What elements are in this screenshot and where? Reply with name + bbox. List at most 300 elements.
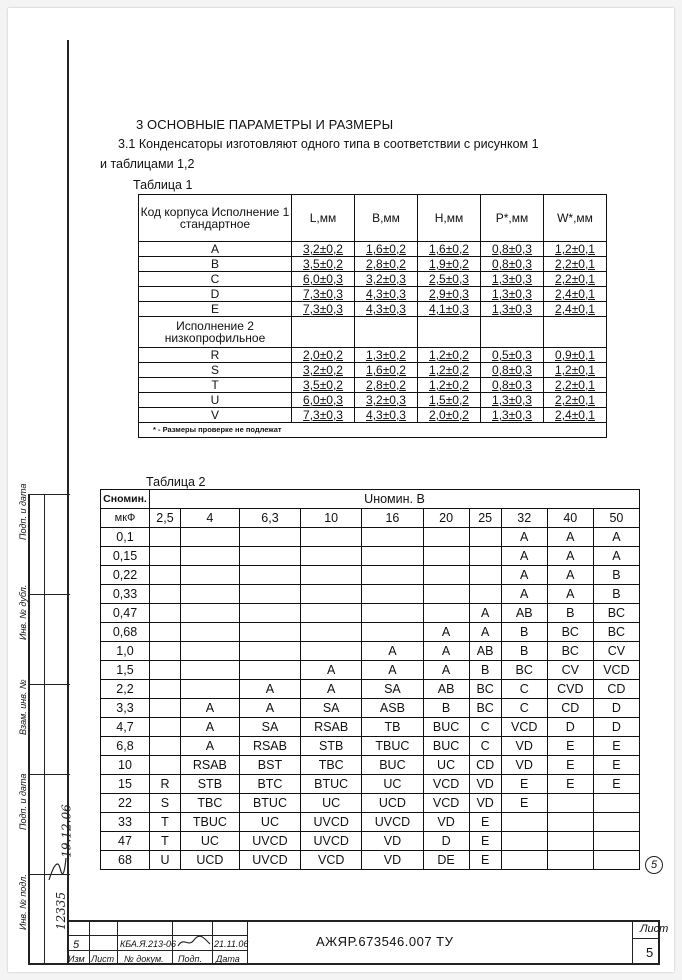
table2-case-cell: SA: [362, 680, 423, 699]
table2-capacitance-cell: 22: [101, 794, 150, 813]
table2-capacitance-cell: 1,5: [101, 661, 150, 680]
table2-capacitance-cell: 0,1: [101, 528, 150, 547]
table2-case-cell: E: [469, 851, 501, 870]
table2-case-cell: VD: [362, 851, 423, 870]
table1-dim-cell: 3,2±0,2: [292, 363, 355, 378]
table2-case-cell: ASB: [362, 699, 423, 718]
table1-group2-label-row: [139, 317, 607, 348]
table2-case-cell: BC: [547, 623, 593, 642]
table2-case-cell: D: [593, 699, 639, 718]
table2-case-cell: [180, 547, 239, 566]
table1-case-code: C: [139, 272, 292, 287]
table2-case-cell: [180, 623, 239, 642]
table2-row: [101, 718, 640, 737]
table2-case-cell: [301, 642, 362, 661]
table2-case-cell: E: [501, 794, 547, 813]
table2-case-cell: TB: [362, 718, 423, 737]
table2-case-cell: A: [423, 661, 469, 680]
table2-capacitance-cell: 4,7: [101, 718, 150, 737]
table2-case-cell: [150, 566, 181, 585]
table1-dim-cell: 1,3±0,3: [481, 302, 544, 317]
table2-case-cell: A: [593, 528, 639, 547]
table2-case-cell: [469, 528, 501, 547]
table2-case-cell: UC: [301, 794, 362, 813]
table2-case-cell: C: [501, 699, 547, 718]
table1-dim-cell: 6,0±0,3: [292, 272, 355, 287]
table2-corner-unit: мкФ: [101, 509, 150, 528]
table2-case-cell: E: [547, 756, 593, 775]
table2-case-cell: [593, 851, 639, 870]
table2-case-cell: [301, 528, 362, 547]
table1-dim-cell: 2,2±0,1: [544, 393, 607, 408]
table2-case-cell: [301, 623, 362, 642]
table2-row: [101, 775, 640, 794]
table1-dim-cell: 3,5±0,2: [292, 378, 355, 393]
table2-case-cell: CD: [593, 680, 639, 699]
table1-case-code: E: [139, 302, 292, 317]
table2-case-cell: VCD: [593, 661, 639, 680]
table2-capacitance-cell: 10: [101, 756, 150, 775]
table2-case-cell: CV: [593, 642, 639, 661]
table1-dim-cell: 2,4±0,1: [544, 408, 607, 423]
table1-header-row: [139, 195, 607, 242]
table2-case-cell: [150, 547, 181, 566]
table1-dim-cell: 1,6±0,2: [355, 242, 418, 257]
table2-case-cell: A: [362, 642, 423, 661]
table1-group2-label: Исполнение 2 низкопрофильное: [139, 317, 292, 348]
table2-case-cell: TBUC: [362, 737, 423, 756]
table2-case-cell: VD: [423, 813, 469, 832]
table1-dim-cell: 3,2±0,3: [355, 393, 418, 408]
table2-header-row-1: [101, 490, 640, 509]
sheet-number: 5: [646, 945, 654, 960]
side-handwritten-inv: 12335: [54, 891, 69, 931]
table2-case-cell: T: [150, 813, 181, 832]
table1-dim-cell: 2,4±0,1: [544, 302, 607, 317]
table2-case-cell: [469, 585, 501, 604]
table2-voltage-cell: 6,3: [239, 509, 300, 528]
table2: [100, 489, 640, 870]
tb-rev-date: 21.11.06: [214, 939, 249, 949]
table1-case-code: A: [139, 242, 292, 257]
table2-case-cell: A: [362, 661, 423, 680]
table2-case-cell: [469, 566, 501, 585]
table2-case-cell: B: [501, 642, 547, 661]
table2-case-cell: [362, 547, 423, 566]
table2-case-cell: [180, 661, 239, 680]
table2-capacitance-cell: 6,8: [101, 737, 150, 756]
table1-dim-cell: 6,0±0,3: [292, 393, 355, 408]
tb-col-date: Дата: [216, 954, 240, 964]
table1-dim-cell: 1,9±0,2: [418, 257, 481, 272]
table2-row: [101, 699, 640, 718]
table2-case-cell: T: [150, 832, 181, 851]
table2-case-cell: A: [501, 566, 547, 585]
paragraph-line-2: и таблицами 1,2: [100, 157, 195, 171]
table2-case-cell: A: [501, 547, 547, 566]
table2-capacitance-cell: 0,15: [101, 547, 150, 566]
table2-case-cell: [239, 623, 300, 642]
table2-case-cell: B: [547, 604, 593, 623]
table2-case-cell: [239, 642, 300, 661]
table2-case-cell: [423, 566, 469, 585]
table2-case-cell: CD: [547, 699, 593, 718]
table2-case-cell: BTC: [239, 775, 300, 794]
table2-row: [101, 547, 640, 566]
table2-case-cell: VD: [469, 775, 501, 794]
table2-case-cell: SA: [301, 699, 362, 718]
side-handwritten-date: 19.12.06: [59, 804, 74, 858]
table2-capacitance-cell: 0,68: [101, 623, 150, 642]
table2-capacitance-cell: 15: [101, 775, 150, 794]
table2-voltage-header: Uномин. В: [150, 490, 640, 509]
table2-case-cell: UC: [239, 813, 300, 832]
table2-case-cell: [547, 813, 593, 832]
table2-case-cell: VD: [501, 756, 547, 775]
table2-case-cell: BC: [593, 623, 639, 642]
tb-col-list: Лист: [91, 954, 115, 964]
table2-case-cell: A: [301, 661, 362, 680]
table2-case-cell: [423, 528, 469, 547]
table2-case-cell: A: [180, 699, 239, 718]
table2-case-cell: BC: [469, 699, 501, 718]
table2-voltage-cell: 25: [469, 509, 501, 528]
table2-case-cell: [239, 528, 300, 547]
side-label-orig-inv: [18, 908, 28, 930]
sheet-label: Лист: [640, 923, 669, 935]
table2-case-cell: A: [547, 528, 593, 547]
table2-case-cell: STB: [180, 775, 239, 794]
table2-voltage-cell: 40: [547, 509, 593, 528]
table2-case-cell: A: [301, 680, 362, 699]
table2-capacitance-cell: 0,33: [101, 585, 150, 604]
table2-capacitance-cell: 0,47: [101, 604, 150, 623]
table2-case-cell: A: [423, 623, 469, 642]
table2-row: [101, 623, 640, 642]
table2-case-cell: A: [180, 737, 239, 756]
table2-case-cell: [150, 680, 181, 699]
table1-dim-cell: 7,3±0,3: [292, 408, 355, 423]
table2-case-cell: [150, 718, 181, 737]
table1-dim-cell: 4,3±0,3: [355, 408, 418, 423]
table2-case-cell: [423, 547, 469, 566]
table1-dim-cell: 4,3±0,3: [355, 287, 418, 302]
table2-case-cell: UC: [423, 756, 469, 775]
table2-case-cell: AB: [469, 642, 501, 661]
table2-row: [101, 756, 640, 775]
table2-case-cell: S: [150, 794, 181, 813]
table2-case-cell: A: [501, 528, 547, 547]
table2-case-cell: [301, 566, 362, 585]
table1-row: [139, 287, 607, 302]
table1-row: [139, 378, 607, 393]
table1-dim-cell: 4,1±0,3: [418, 302, 481, 317]
table2-case-cell: VCD: [423, 775, 469, 794]
table2-case-cell: [501, 813, 547, 832]
table2-caption: Таблица 2: [146, 475, 206, 489]
table2-case-cell: DE: [423, 851, 469, 870]
table2-case-cell: [150, 661, 181, 680]
table2-row: [101, 604, 640, 623]
table2-case-cell: VCD: [301, 851, 362, 870]
table2-case-cell: UVCD: [301, 813, 362, 832]
table2-case-cell: B: [469, 661, 501, 680]
table2-case-cell: E: [547, 775, 593, 794]
table2-case-cell: [301, 585, 362, 604]
table1-dim-cell: 1,2±0,2: [418, 348, 481, 363]
table1: [138, 194, 607, 438]
table1-dim-cell: 2,5±0,3: [418, 272, 481, 287]
table2-case-cell: [501, 851, 547, 870]
table2-case-cell: [362, 566, 423, 585]
table2-case-cell: B: [501, 623, 547, 642]
table2-voltage-cell: 50: [593, 509, 639, 528]
table2-case-cell: D: [593, 718, 639, 737]
table2-case-cell: AB: [423, 680, 469, 699]
table1-row: [139, 408, 607, 423]
table2-case-cell: [362, 528, 423, 547]
table2-case-cell: [150, 737, 181, 756]
table1-case-code: D: [139, 287, 292, 302]
table1-header-cell: H,мм: [418, 195, 481, 242]
table2-case-cell: [362, 604, 423, 623]
table1-row: [139, 242, 607, 257]
table2-case-cell: [423, 585, 469, 604]
table1-group2: [139, 348, 607, 423]
paragraph-line-1: 3.1 Конденсаторы изготовляют одного типа в соответствии с рисунком 1: [118, 137, 539, 151]
table2-row: [101, 851, 640, 870]
table2-case-cell: [547, 851, 593, 870]
table2-case-cell: [150, 642, 181, 661]
table2-case-cell: A: [469, 604, 501, 623]
table1-dim-cell: 7,3±0,3: [292, 287, 355, 302]
table2-case-cell: UC: [180, 832, 239, 851]
table2-case-cell: [180, 585, 239, 604]
table1-case-code: S: [139, 363, 292, 378]
table2-case-cell: CD: [469, 756, 501, 775]
table2-case-cell: C: [469, 737, 501, 756]
table2-case-cell: [180, 680, 239, 699]
table2-case-cell: E: [547, 737, 593, 756]
table2-case-cell: [239, 661, 300, 680]
table2-case-cell: [180, 604, 239, 623]
table2-case-cell: [593, 813, 639, 832]
table2-case-cell: VCD: [423, 794, 469, 813]
tb-rev-izm: 5: [73, 939, 80, 951]
table2-case-cell: D: [423, 832, 469, 851]
table2-case-cell: [547, 832, 593, 851]
table2-case-cell: A: [239, 699, 300, 718]
table1-dim-cell: 2,8±0,2: [355, 257, 418, 272]
table2-case-cell: B: [593, 585, 639, 604]
table1-case-code: U: [139, 393, 292, 408]
table2-voltage-cell: 20: [423, 509, 469, 528]
table2-body: [101, 528, 640, 870]
table1-dim-cell: 3,2±0,2: [292, 242, 355, 257]
table2-case-cell: CVD: [547, 680, 593, 699]
table1-dim-cell: 1,2±0,1: [544, 363, 607, 378]
table2-case-cell: UCD: [362, 794, 423, 813]
side-label-sign-date-1: [18, 518, 28, 540]
table2-case-cell: C: [469, 718, 501, 737]
table1-dim-cell: 2,4±0,1: [544, 287, 607, 302]
table2-case-cell: [593, 832, 639, 851]
table2-case-cell: A: [180, 718, 239, 737]
table2-voltage-cell: 10: [301, 509, 362, 528]
table2-case-cell: UVCD: [362, 813, 423, 832]
section-heading: 3 ОСНОВНЫЕ ПАРАМЕТРЫ И РАЗМЕРЫ: [136, 117, 394, 132]
table1-group1: [139, 242, 607, 317]
table2-header-row-2: [101, 509, 640, 528]
document-number: АЖЯР.673546.007 ТУ: [316, 934, 454, 949]
table2-case-cell: E: [593, 775, 639, 794]
table1-dim-cell: 0,5±0,3: [481, 348, 544, 363]
table1-dim-cell: 3,2±0,3: [355, 272, 418, 287]
table1-header-cell: L,мм: [292, 195, 355, 242]
table1-dim-cell: 2,2±0,1: [544, 378, 607, 393]
table1-header-cell: P*,мм: [481, 195, 544, 242]
table1-header-cell: B,мм: [355, 195, 418, 242]
table2-case-cell: C: [501, 680, 547, 699]
table2-row: [101, 585, 640, 604]
table1-note-row: [139, 423, 607, 438]
table1-dim-cell: 1,2±0,2: [418, 363, 481, 378]
table2-row: [101, 737, 640, 756]
table2-case-cell: [593, 794, 639, 813]
table2-case-cell: [150, 699, 181, 718]
table1-row: [139, 393, 607, 408]
table2-case-cell: [362, 585, 423, 604]
table2-case-cell: TBC: [301, 756, 362, 775]
table2-case-cell: TBC: [180, 794, 239, 813]
table2-row: [101, 528, 640, 547]
table2-case-cell: BST: [239, 756, 300, 775]
table1-dim-cell: 1,5±0,2: [418, 393, 481, 408]
table1-case-code: R: [139, 348, 292, 363]
table1-dim-cell: 0,9±0,1: [544, 348, 607, 363]
table2-case-cell: BC: [547, 642, 593, 661]
table2-case-cell: UVCD: [239, 832, 300, 851]
table2-case-cell: VD: [469, 794, 501, 813]
table1-dim-cell: 4,3±0,3: [355, 302, 418, 317]
table2-case-cell: A: [423, 642, 469, 661]
table2-case-cell: [150, 585, 181, 604]
table1-header-cell: W*,мм: [544, 195, 607, 242]
side-stamp-strip: [28, 494, 74, 964]
table1-dim-cell: 1,3±0,3: [481, 408, 544, 423]
table1-dim-cell: 3,5±0,2: [292, 257, 355, 272]
table2-case-cell: E: [469, 832, 501, 851]
table2-case-cell: [180, 642, 239, 661]
table1-dim-cell: 2,2±0,1: [544, 272, 607, 287]
table2-case-cell: [501, 832, 547, 851]
table1-dim-cell: 0,8±0,3: [481, 257, 544, 272]
table1-dim-cell: 1,6±0,2: [355, 363, 418, 378]
table2-case-cell: TBUC: [180, 813, 239, 832]
table1-header-cell: Код корпуса Исполнение 1 стандартное: [139, 195, 292, 242]
table2-case-cell: [239, 566, 300, 585]
table2-case-cell: RSAB: [180, 756, 239, 775]
table2-case-cell: U: [150, 851, 181, 870]
table1-dim-cell: 7,3±0,3: [292, 302, 355, 317]
side-signature: [46, 854, 68, 884]
table1-case-code: B: [139, 257, 292, 272]
table2-row: [101, 566, 640, 585]
table1-dim-cell: 2,9±0,3: [418, 287, 481, 302]
table2-case-cell: A: [469, 623, 501, 642]
table1-row: [139, 272, 607, 287]
table2-case-cell: BTUC: [239, 794, 300, 813]
table2-case-cell: VD: [501, 737, 547, 756]
table2-case-cell: BC: [469, 680, 501, 699]
table1-dim-cell: 1,3±0,3: [481, 272, 544, 287]
table2-case-cell: [180, 528, 239, 547]
table2-case-cell: UVCD: [239, 851, 300, 870]
table2-voltage-cell: 2,5: [150, 509, 181, 528]
table2-case-cell: [150, 528, 181, 547]
table1-row: [139, 257, 607, 272]
table2-case-cell: BTUC: [301, 775, 362, 794]
tb-col-sign: Подп.: [178, 954, 202, 964]
table2-case-cell: RSAB: [301, 718, 362, 737]
tb-rev-signature: [176, 934, 212, 950]
table2-case-cell: A: [593, 547, 639, 566]
table2-case-cell: AB: [501, 604, 547, 623]
table1-dim-cell: 1,6±0,2: [418, 242, 481, 257]
table2-row: [101, 680, 640, 699]
table2-capacitance-cell: 3,3: [101, 699, 150, 718]
table2-row: [101, 813, 640, 832]
table1-dim-cell: 1,2±0,2: [418, 378, 481, 393]
table2-case-cell: [301, 604, 362, 623]
table1-dim-cell: 0,8±0,3: [481, 378, 544, 393]
tb-col-izm: Изм: [68, 954, 85, 964]
table2-case-cell: BUC: [423, 718, 469, 737]
table2-capacitance-cell: 1,0: [101, 642, 150, 661]
table2-case-cell: UCD: [180, 851, 239, 870]
table2-case-cell: D: [547, 718, 593, 737]
table2-case-cell: [239, 547, 300, 566]
table2-case-cell: A: [501, 585, 547, 604]
table2-row: [101, 661, 640, 680]
table2-case-cell: [180, 566, 239, 585]
table2-capacitance-cell: 68: [101, 851, 150, 870]
table1-dim-cell: 2,2±0,1: [544, 257, 607, 272]
table2-case-cell: [469, 547, 501, 566]
table2-case-cell: A: [239, 680, 300, 699]
table2-case-cell: B: [423, 699, 469, 718]
table2-case-cell: UC: [362, 775, 423, 794]
table2-capacitance-cell: 33: [101, 813, 150, 832]
table2-case-cell: A: [547, 547, 593, 566]
table2-case-cell: B: [593, 566, 639, 585]
table2-case-cell: E: [593, 737, 639, 756]
table2-capacitance-cell: 47: [101, 832, 150, 851]
table2-voltage-cell: 4: [180, 509, 239, 528]
table2-case-cell: VCD: [501, 718, 547, 737]
table2-case-cell: E: [593, 756, 639, 775]
table1-dim-cell: 1,2±0,1: [544, 242, 607, 257]
table1-dim-cell: 2,0±0,2: [418, 408, 481, 423]
table2-case-cell: STB: [301, 737, 362, 756]
table2-case-cell: E: [501, 775, 547, 794]
table1-dim-cell: 1,3±0,2: [355, 348, 418, 363]
table2-case-cell: A: [547, 566, 593, 585]
tb-rev-doc: КБА.Я.213-06: [120, 939, 177, 949]
table2-case-cell: [301, 547, 362, 566]
table1-row: [139, 363, 607, 378]
table1-case-code: V: [139, 408, 292, 423]
